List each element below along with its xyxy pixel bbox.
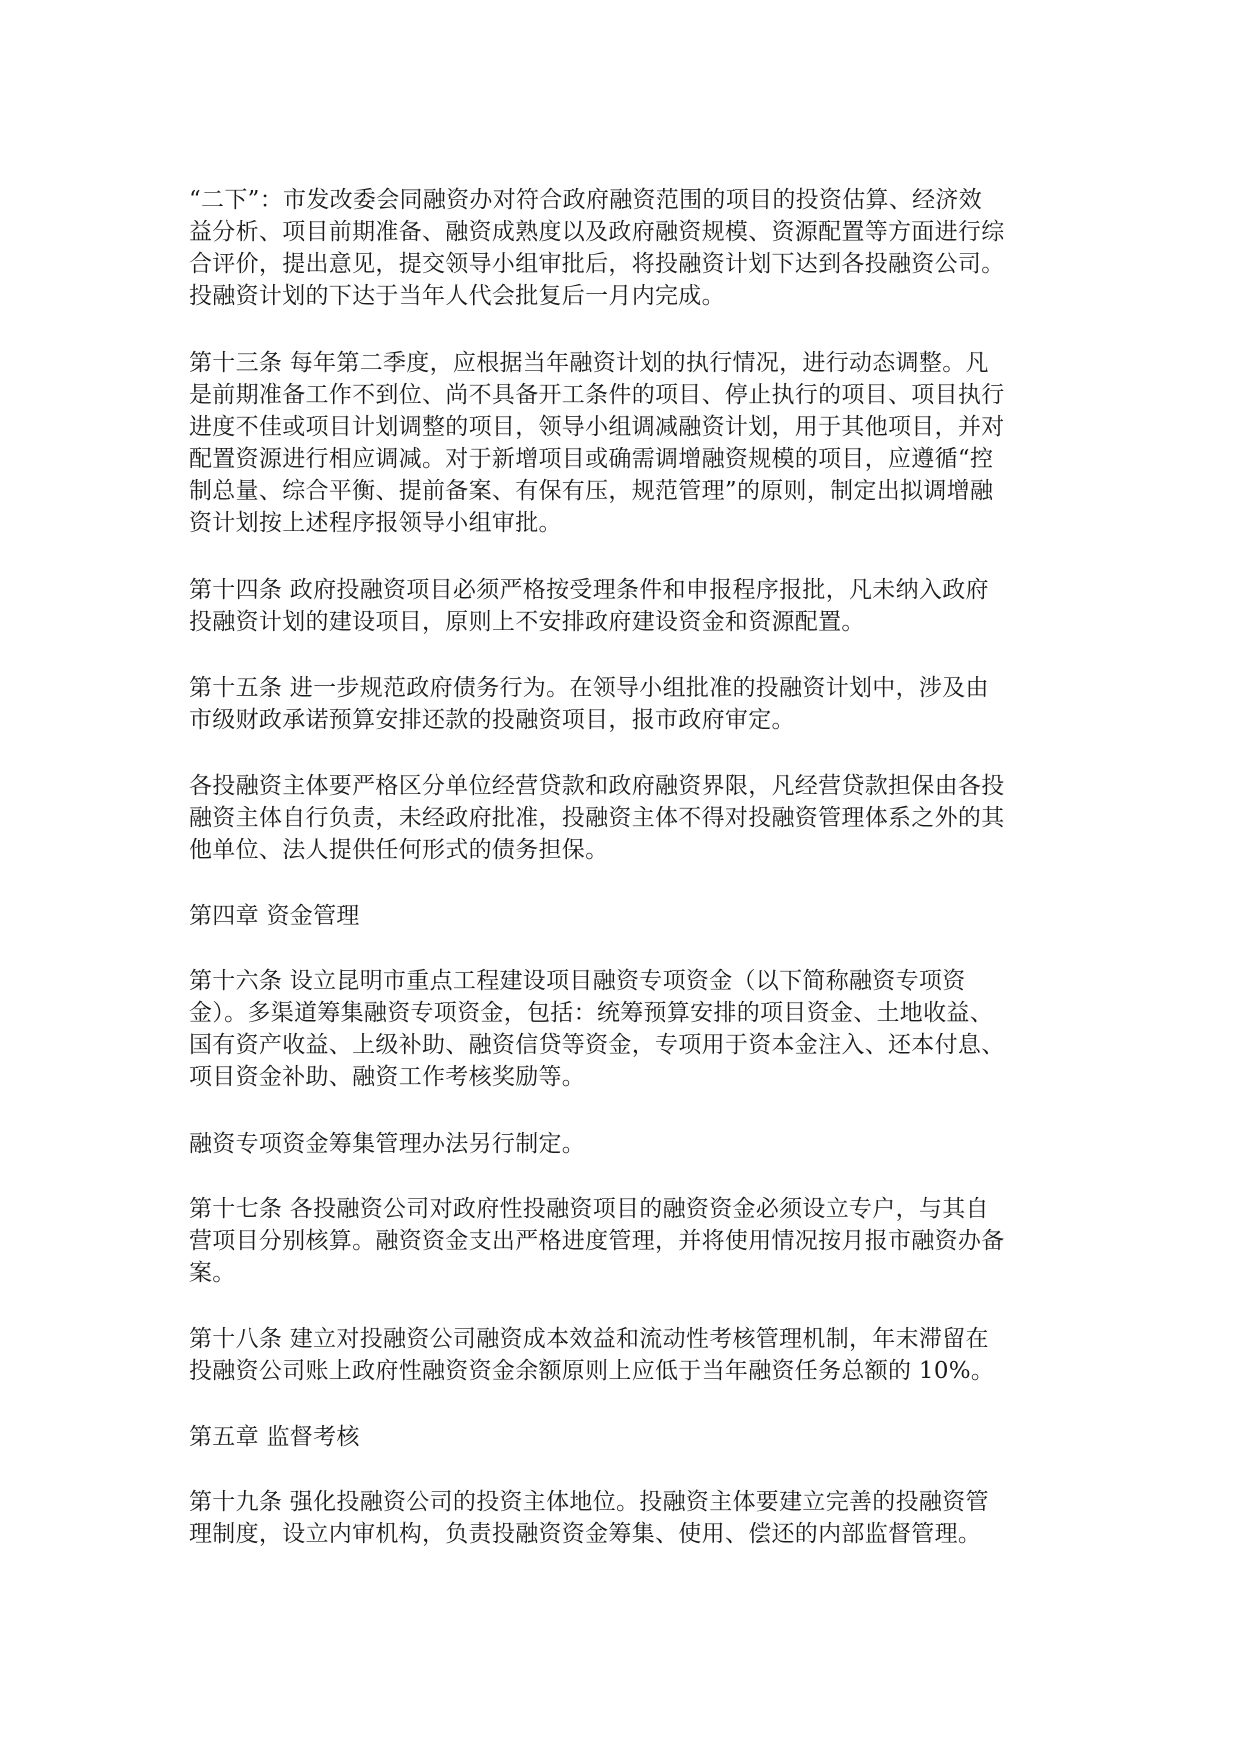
text-line: 第十三条 每年第二季度，应根据当年融资计划的执行情况，进行动态调整。凡 <box>189 350 989 376</box>
text-line: “二下”：市发改委会同融资办对符合政府融资范围的项目的投资估算、经济效 <box>189 187 983 213</box>
text-line: 合评价，提出意见，提交领导小组审批后，将投融资计划下达到各投融资公司。 <box>189 251 1005 277</box>
chapter-4-heading <box>189 900 1069 932</box>
text-line: 配置资源进行相应调减。对于新增项目或确需调增融资规模的项目，应遵循“控 <box>189 446 994 472</box>
text-line: 市级财政承诺预算安排还款的投融资项目，报市政府审定。 <box>189 707 795 733</box>
text-line: 投融资公司账上政府性融资资金余额原则上应低于当年融资任务总额的 10%。 <box>189 1358 995 1384</box>
text-line: 第十五条 进一步规范政府债务行为。在领导小组批准的投融资计划中，涉及由 <box>189 675 989 701</box>
text-line: 第十六条 设立昆明市重点工程建设项目融资专项资金（以下简称融资专项资 <box>189 968 966 994</box>
text-line: 理制度，设立内审机构，负责投融资资金筹集、使用、偿还的内部监督管理。 <box>189 1521 982 1547</box>
paragraph-article-17 <box>189 1193 1069 1289</box>
text-line: 国有资产收益、上级补助、融资信贷等资金，专项用于资本金注入、还本付息、 <box>189 1032 1005 1058</box>
text-line: 投融资计划的建设项目，原则上不安排政府建设资金和资源配置。 <box>189 609 865 635</box>
text-line: 各投融资主体要严格区分单位经营贷款和政府融资界限，凡经营贷款担保由各投 <box>189 773 1005 799</box>
paragraph-article-16 <box>189 965 1069 1093</box>
text-line: 是前期准备工作不到位、尚不具备开工条件的项目、停止执行的项目、项目执行 <box>189 382 1005 408</box>
text-line: 投融资计划的下达于当年人代会批复后一月内完成。 <box>189 283 725 309</box>
text-line: 第十四条 政府投融资项目必须严格按受理条件和申报程序报批，凡未纳入政府 <box>189 577 989 603</box>
text-line: 融资专项资金筹集管理办法另行制定。 <box>189 1131 586 1157</box>
text-line: 进度不佳或项目计划调整的项目，领导小组调减融资计划，用于其他项目，并对 <box>189 414 1005 440</box>
paragraph-article-13 <box>189 347 1069 539</box>
text-line: 金）。多渠道筹集融资专项资金，包括：统筹预算安排的项目资金、土地收益、 <box>189 1000 993 1026</box>
paragraph-article-19 <box>189 1486 1069 1550</box>
paragraph-article-14 <box>189 574 1069 638</box>
text-line: 第十九条 强化投融资公司的投资主体地位。投融资主体要建立完善的投融资管 <box>189 1489 989 1515</box>
text-line: 案。 <box>189 1260 236 1286</box>
paragraph-article-18 <box>189 1323 1069 1387</box>
text-line: 融资主体自行负责，未经政府批准，投融资主体不得对投融资管理体系之外的其 <box>189 805 1005 831</box>
chapter-title: 第五章 监督考核 <box>189 1424 360 1450</box>
paragraph-article-15 <box>189 672 1069 736</box>
text-line: 益分析、项目前期准备、融资成熟度以及政府融资规模、资源配置等方面进行综 <box>189 219 1005 245</box>
text-line: 他单位、法人提供任何形式的债务担保。 <box>189 837 609 863</box>
text-line: 第十八条 建立对投融资公司融资成本效益和流动性考核管理机制，年末滞留在 <box>189 1326 989 1352</box>
text-line: 项目资金补助、融资工作考核奖励等。 <box>189 1064 586 1090</box>
chapter-title: 第四章 资金管理 <box>189 903 360 929</box>
text-line: 第十七条 各投融资公司对政府性投融资项目的融资资金必须设立专户，与其自 <box>189 1196 989 1222</box>
text-line: 制总量、综合平衡、提前备案、有保有压，规范管理”的原则，制定出拟调增融 <box>189 478 994 504</box>
chapter-5-heading <box>189 1421 1069 1453</box>
paragraph-debt-guarantee <box>189 770 1069 866</box>
text-line: 营项目分别核算。融资资金支出严格进度管理，并将使用情况按月报市融资办备 <box>189 1228 1005 1254</box>
text-line: 资计划按上述程序报领导小组审批。 <box>189 510 562 536</box>
paragraph-er-xia <box>189 184 1069 312</box>
paragraph-special-fund-rules <box>189 1128 1069 1160</box>
